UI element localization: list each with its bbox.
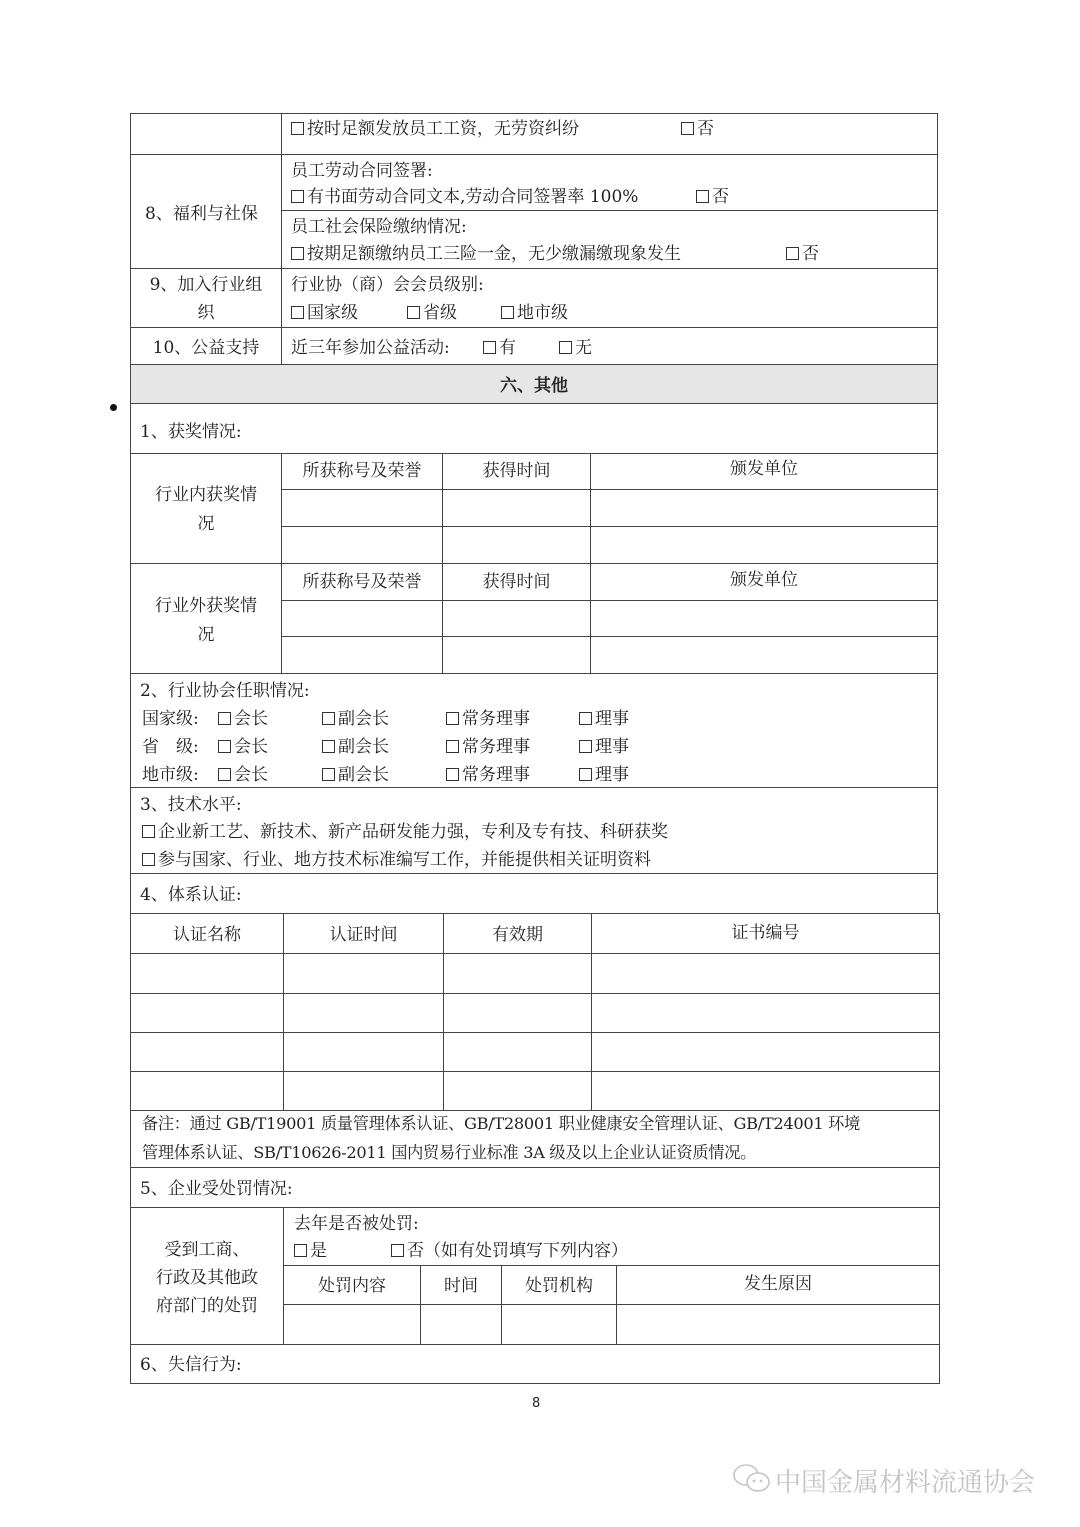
checkbox[interactable] [291,306,304,319]
checkbox[interactable] [218,740,231,753]
checkbox[interactable] [681,122,694,135]
inside-header-time: 获得时间 [482,461,551,481]
penalty-header-time: 时间 [444,1276,478,1296]
checkbox[interactable] [322,740,335,753]
insurance-title: 员工社会保险缴纳情况: [291,217,467,237]
inside-header-honor: 所获称号及荣誉 [302,461,422,481]
row-divider [130,403,938,404]
checkbox[interactable] [291,122,304,135]
position-option[interactable]: 会长 [218,736,268,758]
row-divider [130,268,938,269]
row-divider [130,453,938,454]
member-level-city[interactable]: 地市级 [501,302,568,324]
checkbox[interactable] [218,712,231,725]
insurance-option[interactable]: 按期足额缴纳员工三险一金，无少缴漏缴现象发生 [291,243,681,265]
checkbox[interactable] [501,306,514,319]
position-option[interactable]: 副会长 [322,708,389,730]
position-level-label: 国家级: [142,709,199,729]
table-right-border-top [937,113,938,913]
row-divider [130,563,938,564]
position-option[interactable]: 常务理事 [446,708,530,730]
cert-note-line2: 管理体系认证、SB/T10626-2011 国内贸易行业标准 3A 级及以上企业认证资质情况。 [142,1143,756,1162]
penalty-header-agency: 处罚机构 [525,1276,593,1296]
inside-header-issuer: 颁发单位 [730,459,798,479]
checkbox[interactable] [294,1244,307,1257]
checkbox[interactable] [218,768,231,781]
checkbox[interactable] [786,247,799,260]
contract-title: 员工劳动合同签署: [291,161,433,181]
row-divider [130,154,938,155]
cert-header-time: 认证时间 [329,925,398,945]
outside-awards-label-line2: 况 [197,625,215,645]
cert-header-number: 证书编号 [731,923,800,943]
checkbox[interactable] [483,341,496,354]
checkbox[interactable] [579,768,592,781]
row-divider [281,526,938,527]
row-divider [130,953,940,954]
row-divider [130,787,938,788]
penalty-yes[interactable]: 是 [294,1240,327,1262]
awards-title: 1、获奖情况: [140,422,242,442]
penalty-header-content: 处罚内容 [318,1276,386,1296]
penalty-title: 5、企业受处罚情况: [140,1179,293,1199]
contract-option[interactable]: 有书面劳动合同文本,劳动合同签署率 100% [291,186,638,208]
penalty-no[interactable]: 否（如有处罚填写下列内容） [391,1240,628,1262]
inside-awards-label-line1: 行业内获奖情 [155,485,257,505]
checkbox[interactable] [391,1244,404,1257]
row-divider [130,1344,940,1345]
checkbox[interactable] [696,190,709,203]
row-divider [281,636,938,637]
checkbox[interactable] [142,853,155,866]
cert-note-line1: 备注：通过 GB/T19001 质量管理体系认证、GB/T28001 职业健康安全管理认证、GB/T24001 环境 [142,1114,860,1133]
checkbox[interactable] [322,712,335,725]
position-option[interactable]: 理事 [579,708,629,730]
row-divider [281,600,938,601]
checkbox[interactable] [407,306,420,319]
checkbox[interactable] [291,190,304,203]
cert-header-name: 认证名称 [173,925,241,945]
member-level-national[interactable]: 国家级 [291,302,358,324]
penalty-question: 去年是否被处罚: [294,1214,419,1234]
row-divider [130,1207,940,1208]
wages-no-option[interactable]: 否 [681,118,714,140]
tech-option-rnd[interactable]: 企业新工艺、新技术、新产品研发能力强，专利及专有技、科研获奖 [142,821,668,843]
position-option[interactable]: 会长 [218,708,268,730]
charity-yes[interactable]: 有 [483,337,516,359]
checkbox[interactable] [579,712,592,725]
position-option[interactable]: 会长 [218,764,268,786]
row-divider [130,913,940,914]
row-divider [130,1167,940,1168]
section6-title: 六、其他 [500,376,568,396]
outside-awards-label-line1: 行业外获奖情 [155,596,257,616]
table-bottom-border [130,1383,940,1384]
row-divider [130,1032,940,1033]
checkbox[interactable] [559,341,572,354]
item8-label: 8、福利与社保 [145,204,258,224]
insurance-no-option[interactable]: 否 [786,243,819,265]
row-divider [130,1110,940,1111]
contract-no-option[interactable]: 否 [696,186,729,208]
charity-no[interactable]: 无 [559,337,592,359]
table-top-border [130,113,938,114]
penalty-header-cause: 发生原因 [744,1274,812,1294]
outside-header-time: 获得时间 [482,572,551,592]
cert-title: 4、体系认证: [140,885,242,905]
row-divider [130,993,940,994]
row-divider [130,1071,940,1072]
position-option[interactable]: 常务理事 [446,764,530,786]
item10-label: 10、公益支持 [152,338,260,358]
outside-header-honor: 所获称号及荣誉 [302,572,422,592]
position-option[interactable]: 理事 [579,764,629,786]
row-divider [283,1304,940,1305]
row-divider [281,489,938,490]
wechat-icon [732,1462,772,1496]
penalty-label-line3: 府部门的处罚 [156,1296,258,1316]
row-divider [130,873,938,874]
checkbox[interactable] [446,768,459,781]
row-divider [281,210,938,211]
checkbox[interactable] [322,768,335,781]
checkbox[interactable] [142,825,155,838]
outside-header-issuer: 颁发单位 [730,570,798,590]
cert-header-validity: 有效期 [492,925,543,945]
position-option[interactable]: 常务理事 [446,736,530,758]
position-option[interactable]: 副会长 [322,736,389,758]
position-option[interactable]: 理事 [579,736,629,758]
position-level-label: 省 级: [142,737,199,757]
penalty-label-line2: 行政及其他政 [156,1268,258,1288]
checkbox[interactable] [446,740,459,753]
dishonesty-title: 6、失信行为: [140,1355,242,1375]
position-option[interactable]: 副会长 [322,764,389,786]
watermark-text: 中国金属材料流通协会 [775,1468,1036,1498]
penalty-label-line1: 受到工商、 [164,1240,250,1260]
checkbox[interactable] [446,712,459,725]
inside-awards-label-line2: 况 [197,514,215,534]
row-divider [283,1265,940,1266]
member-level-title: 行业协（商）会会员级别: [291,275,484,295]
wages-option[interactable]: 按时足额发放员工工资，无劳资纠纷 [291,118,579,140]
positions-title: 2、行业协会任职情况: [140,681,310,701]
page-number: 8 [532,1396,541,1411]
tech-option-standards[interactable]: 参与国家、行业、地方技术标准编写工作，并能提供相关证明资料 [142,849,651,871]
table-right-border-bottom [939,913,940,1383]
row-divider [130,673,938,674]
charity-text: 近三年参加公益活动: [291,338,450,358]
scan-dot [110,404,117,411]
tech-title: 3、技术水平: [140,795,242,815]
member-level-provincial[interactable]: 省级 [407,302,457,324]
item9-label-line1: 9、加入行业组 [149,275,263,295]
row-divider [130,327,938,328]
checkbox[interactable] [579,740,592,753]
position-level-label: 地市级: [142,765,199,785]
item9-label-line2: 织 [197,303,215,323]
checkbox[interactable] [291,247,304,260]
